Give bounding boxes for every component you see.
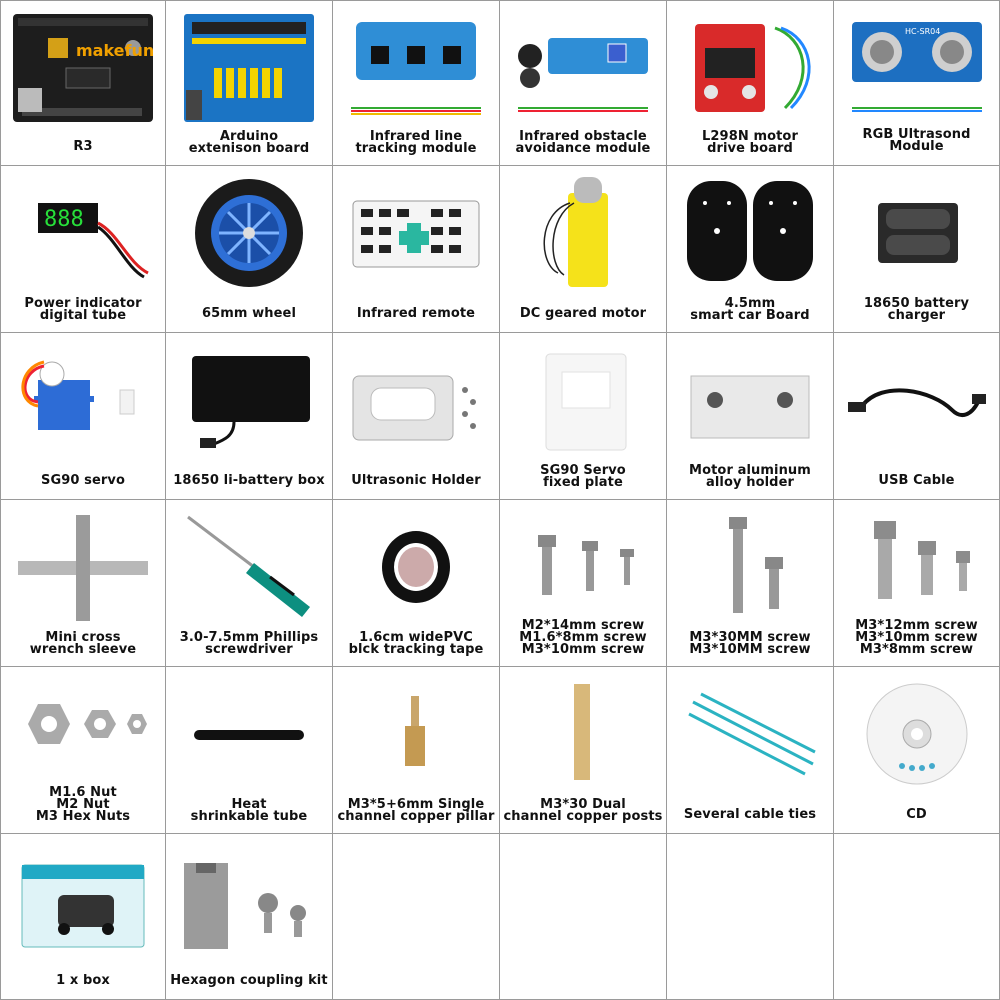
battery-charger-icon bbox=[834, 172, 999, 292]
item-label: M3*12mm screw M3*10mm screw M3*8mm screw bbox=[855, 618, 978, 657]
item-line-tracking bbox=[333, 0, 500, 166]
item-screwdriver bbox=[166, 500, 333, 667]
item-small-screws bbox=[500, 500, 667, 667]
servo-icon bbox=[1, 339, 165, 459]
item-dual-posts bbox=[500, 667, 667, 834]
ultrasonic-module-icon bbox=[834, 7, 999, 127]
item-nuts bbox=[0, 667, 166, 834]
line-tracking-module-icon bbox=[333, 7, 499, 127]
svg-text:HC-SR04: HC-SR04 bbox=[904, 27, 940, 36]
ultrasonic-holder-icon bbox=[333, 339, 499, 459]
item-usb-cable bbox=[834, 333, 1000, 500]
item-heat-shrink bbox=[166, 667, 333, 834]
wheel-icon bbox=[166, 172, 332, 292]
item-dc-motor bbox=[500, 166, 667, 333]
item-label: 18650 li-battery box bbox=[173, 473, 325, 488]
servo-plate-icon bbox=[500, 339, 666, 459]
small-screws-icon bbox=[500, 506, 666, 626]
screwdriver-icon bbox=[166, 506, 332, 626]
item-label: M3*30MM screw M3*10MM screw bbox=[689, 630, 811, 657]
item-label: 1.6cm widePVC blck tracking tape bbox=[348, 630, 484, 657]
item-battery-charger bbox=[834, 166, 1000, 333]
item-label: Power indicator digital tube bbox=[24, 296, 142, 323]
item-label: R3 bbox=[73, 139, 93, 154]
item-label: Infrared remote bbox=[356, 306, 476, 321]
item-label: Mini cross wrench sleeve bbox=[29, 630, 137, 657]
item-battery-box bbox=[166, 333, 333, 500]
item-label: 18650 battery charger bbox=[863, 296, 970, 323]
item-label: Hexagon coupling kit bbox=[170, 973, 328, 988]
item-label: Motor aluminum alloy holder bbox=[689, 463, 811, 490]
item-motor-holder bbox=[667, 333, 834, 500]
car-chassis-icon bbox=[667, 172, 833, 292]
obstacle-module-icon bbox=[500, 7, 666, 127]
item-cable-ties bbox=[667, 667, 834, 834]
ir-remote-icon bbox=[333, 172, 499, 292]
item-label: L298N motor drive board bbox=[702, 129, 798, 156]
empty-cell bbox=[500, 834, 667, 1000]
extension-board-icon bbox=[166, 7, 332, 127]
item-single-pillar bbox=[333, 667, 500, 834]
cross-wrench-icon bbox=[1, 506, 165, 626]
item-label: SG90 Servo fixed plate bbox=[540, 463, 626, 490]
item-label: M2*14mm screw M1.6*8mm screw M3*10mm screw bbox=[519, 618, 647, 657]
item-wheel bbox=[166, 166, 333, 333]
item-label: Arduino extenison board bbox=[188, 129, 310, 156]
item-label: DC geared motor bbox=[519, 306, 647, 321]
empty-cell bbox=[333, 834, 500, 1000]
item-label: M1.6 Nut M2 Nut M3 Hex Nuts bbox=[35, 785, 131, 824]
item-ir-remote bbox=[333, 166, 500, 333]
item-car-chassis bbox=[667, 166, 834, 333]
item-ultrasonic-holder bbox=[333, 333, 500, 500]
battery-box-icon bbox=[166, 339, 332, 459]
item-digital-tube bbox=[0, 166, 166, 333]
item-label: 4.5mm smart car Board bbox=[690, 296, 810, 323]
item-label: Infrared obstacle avoidance module bbox=[515, 129, 651, 156]
single-copper-pillar-icon bbox=[333, 673, 499, 793]
item-ultrasonic bbox=[834, 0, 1000, 166]
svg-text:makefun: makefun bbox=[76, 41, 155, 60]
item-label: USB Cable bbox=[878, 473, 955, 488]
hex-screws-icon bbox=[834, 506, 999, 626]
empty-cell bbox=[834, 834, 1000, 1000]
item-label: CD bbox=[906, 807, 927, 822]
empty-cell bbox=[667, 834, 834, 1000]
tape-roll-icon bbox=[333, 506, 499, 626]
item-label: M3*30 Dual channel copper posts bbox=[503, 797, 663, 824]
item-label: Infrared line tracking module bbox=[355, 129, 477, 156]
item-servo-plate bbox=[500, 333, 667, 500]
cable-ties-icon bbox=[667, 673, 833, 793]
item-label: 65mm wheel bbox=[201, 306, 297, 321]
dual-copper-post-icon bbox=[500, 673, 666, 793]
item-label: Heat shrinkable tube bbox=[190, 797, 308, 824]
item-label: M3*5+6mm Single channel copper pillar bbox=[337, 797, 495, 824]
item-cd bbox=[834, 667, 1000, 834]
heat-shrink-tube-icon bbox=[166, 673, 332, 793]
item-label: 1 x box bbox=[56, 973, 110, 988]
item-hex-screws bbox=[834, 500, 1000, 667]
item-r3 bbox=[0, 0, 166, 166]
item-tape bbox=[333, 500, 500, 667]
item-cross-wrench bbox=[0, 500, 166, 667]
dc-motor-icon bbox=[500, 172, 666, 292]
arduino-board-icon bbox=[1, 7, 165, 127]
item-label: RGB Ultrasond Module bbox=[862, 127, 971, 154]
item-hex-coupling bbox=[166, 834, 333, 1000]
svg-text:888: 888 bbox=[44, 207, 84, 232]
usb-cable-icon bbox=[834, 339, 999, 459]
motor-driver-icon bbox=[667, 7, 833, 127]
hex-coupling-icon bbox=[166, 840, 332, 960]
item-obstacle-module bbox=[500, 0, 667, 166]
cd-icon bbox=[834, 673, 999, 793]
item-label: 3.0-7.5mm Phillips screwdriver bbox=[179, 630, 319, 657]
item-label: Several cable ties bbox=[683, 807, 817, 822]
motor-holder-icon bbox=[667, 339, 833, 459]
item-label: SG90 servo bbox=[40, 473, 126, 488]
item-long-screws bbox=[667, 500, 834, 667]
item-motor-driver bbox=[667, 0, 834, 166]
item-servo bbox=[0, 333, 166, 500]
long-screws-icon bbox=[667, 506, 833, 626]
item-label: Ultrasonic Holder bbox=[351, 473, 481, 488]
item-box bbox=[0, 834, 166, 1000]
item-extension-board bbox=[166, 0, 333, 166]
nuts-icon bbox=[1, 673, 165, 793]
digital-tube-icon bbox=[1, 172, 165, 292]
product-box-icon bbox=[1, 840, 165, 960]
